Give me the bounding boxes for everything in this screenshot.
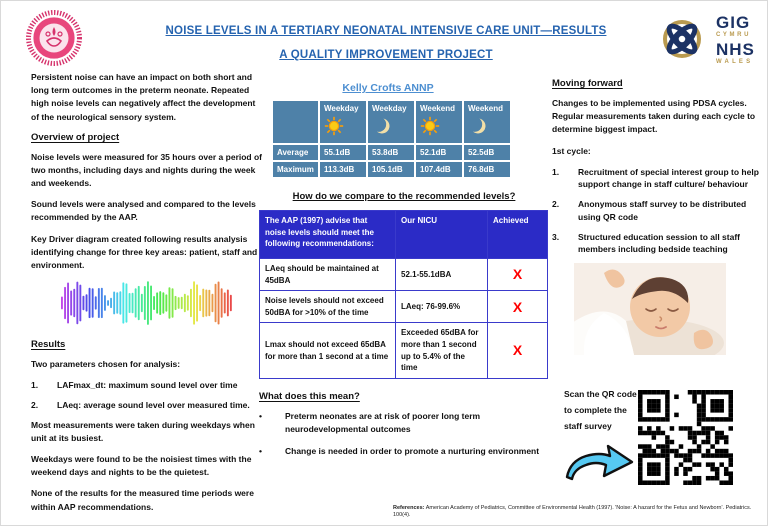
soundwave-image <box>31 280 262 331</box>
results-paragraph-2: Most measurements were taken during weekdays when unit at its busiest. <box>31 419 255 443</box>
celtic-knot-icon <box>654 10 710 68</box>
cycle-list-item <box>552 166 766 192</box>
results-heading: Results <box>31 339 66 351</box>
list-text: LAFmax_dt: maximum sound level over time <box>57 380 238 391</box>
right-column <box>552 74 766 490</box>
nhs-nhs-text: NHS <box>716 39 755 59</box>
header-our-nicu: Our NICU <box>396 211 488 259</box>
sun-icon <box>324 116 362 138</box>
table-row-maximum <box>272 161 511 178</box>
header-recommendations: The AAP (1997) advise that noise levels should meet the following recommendations: <box>260 211 396 259</box>
nicu-cell: Exceeded 65dBA for more than 1 second up to 5.4% of the time <box>396 323 488 378</box>
list-number: 2. <box>31 399 39 410</box>
comparison-heading: How do we compare to the recommended levels? <box>292 191 516 202</box>
meaning-bullet <box>259 410 549 436</box>
rainbow-waveform-icon <box>61 280 233 326</box>
overview-heading: Overview of project <box>31 131 120 143</box>
header-achieved: Achieved <box>488 211 548 259</box>
col-label: Weekday <box>324 104 359 113</box>
poster-title <box>131 25 641 61</box>
recommendation-cell: Lmax should not exceed 65dBA for more than 1 second at a time <box>260 323 396 378</box>
cycle-list-item <box>552 198 766 224</box>
cell: 76.8dB <box>463 161 511 178</box>
qr-caption: Scan the QR code to complete the staff survey <box>564 389 637 432</box>
overview-paragraph-2: Sound levels were analysed and compared to the levels recommended by the AAP. <box>31 199 256 223</box>
references-label: References: <box>393 505 425 511</box>
cycle-list-item <box>552 231 766 257</box>
bullet-icon <box>259 445 285 458</box>
achieved-x-mark: X <box>488 259 548 291</box>
list-number: 3. <box>552 231 560 242</box>
references <box>393 505 763 519</box>
nhs-wales-logo <box>654 10 755 68</box>
nhs-logo-text <box>716 14 755 65</box>
achieved-x-mark: X <box>488 291 548 323</box>
cell: 107.4dB <box>415 161 463 178</box>
nicu-cell: LAeq: 76-99.6% <box>396 291 488 323</box>
moon-icon <box>372 116 410 138</box>
overview-paragraph-3: Key Driver diagram created following results analysis identifying change for three key areas: patient, staff and environment. <box>31 233 258 270</box>
results-paragraph-4: None of the results for the measured time periods were within AAP recommendations. <box>31 488 254 512</box>
cell: 53.8dB <box>367 144 415 161</box>
col-label: Weekend <box>468 104 503 113</box>
col-weekday-night <box>367 100 415 144</box>
noise-levels-table <box>271 99 512 179</box>
baby-photo <box>574 263 766 360</box>
references-text: American Academy of Pediatrics, Committee of Environmental Health (1997). 'Noise: A hazard for the Fetus and Newborn'. Pediatrics. 100(4). <box>393 505 752 519</box>
empty-corner-cell <box>272 100 319 144</box>
left-column <box>31 71 262 522</box>
intro-paragraph: Persistent noise can have an impact on both short and long term outcomes in the preterm neonate. Repeated high noise levels can negatively affect the development of the neurological sensory system. <box>31 72 256 122</box>
nna-scholar-badge-logo <box>25 9 83 72</box>
results-list-item <box>31 399 262 412</box>
staff-survey-qr-code <box>638 390 733 490</box>
list-text: Recruitment of special interest group to help support change in staff culture/ behaviour <box>578 166 759 190</box>
results-paragraph-3: Weekdays were found to be the noisiest times with the weekend days and nights to be the quietest. <box>31 454 252 478</box>
table-header-row <box>272 100 511 144</box>
recommendation-cell: Noise levels should not exceed 50dBA for >10% of the time <box>260 291 396 323</box>
results-list-item <box>31 379 262 392</box>
middle-column <box>259 99 549 467</box>
cell: 55.1dB <box>319 144 367 161</box>
nhs-gig-text: GIG <box>716 12 751 32</box>
col-label: Weekend <box>420 104 455 113</box>
moon-icon <box>468 116 506 138</box>
title-line-1: NOISE LEVELS IN A TERTIARY NEONATAL INTENSIVE CARE UNIT—RESULTS <box>165 25 607 37</box>
list-text: LAeq: average sound level over measured time. <box>57 399 250 410</box>
bullet-text: Preterm neonates are at risk of poorer long term neurodevelopmental outcomes <box>285 410 481 434</box>
nicu-cell: 52.1-55.1dBA <box>396 259 488 291</box>
comparison-row <box>260 259 548 291</box>
row-label: Average <box>272 144 319 161</box>
col-label: Weekday <box>372 104 407 113</box>
list-number: 1. <box>31 380 39 391</box>
cell: 105.1dB <box>367 161 415 178</box>
first-cycle-label: 1st cycle: <box>552 145 591 156</box>
title-line-2: A QUALITY IMPROVEMENT PROJECT <box>279 49 493 61</box>
overview-paragraph-1: Noise levels were measured for 35 hours over a period of two months, including days and nights during the week and weekends. <box>31 151 263 189</box>
bullet-icon <box>259 410 285 436</box>
cell: 52.5dB <box>463 144 511 161</box>
results-paragraph-1: Two parameters chosen for analysis: <box>31 359 181 370</box>
achieved-x-mark: X <box>488 323 548 378</box>
meaning-bullet <box>259 445 549 458</box>
qr-section <box>552 386 766 490</box>
moving-forward-paragraph: Changes to be implemented using PDSA cycles. Regular measurements taken during each cycle to determine biggest impact. <box>552 98 756 135</box>
qr-caption-column <box>552 386 638 490</box>
cell: 52.1dB <box>415 144 463 161</box>
sleeping-baby-image <box>574 263 726 355</box>
list-text: Anonymous staff survey to be distributed using QR code <box>578 199 747 222</box>
nhs-wales-text: WALES <box>716 58 754 65</box>
author-link[interactable]: Kelly Crofts ANNP <box>342 82 434 94</box>
meaning-section <box>259 391 549 459</box>
moving-forward-heading: Moving forward <box>552 78 623 89</box>
col-weekday-day <box>319 100 367 144</box>
col-weekend-night <box>463 100 511 144</box>
comparison-row <box>260 291 548 323</box>
list-number: 2. <box>552 199 560 210</box>
comparison-table <box>259 210 548 379</box>
table-row-average <box>272 144 511 161</box>
nhs-cymru-text: CYMRU <box>716 31 751 38</box>
comparison-row <box>260 323 548 378</box>
cell: 113.3dB <box>319 161 367 178</box>
list-number: 1. <box>552 166 560 177</box>
sun-icon <box>420 116 458 138</box>
comparison-header-row <box>260 211 548 259</box>
badge-icon <box>25 9 83 67</box>
recommendation-cell: LAeq should be maintained at 45dBA <box>260 259 396 291</box>
col-weekend-day <box>415 100 463 144</box>
qr-code-image <box>638 390 733 485</box>
list-text: Structured education session to all staff members including bedside teaching <box>578 231 741 255</box>
bullet-text: Change is needed in order to promote a nurturing environment <box>285 446 540 457</box>
curved-right-arrow-icon <box>564 441 638 486</box>
row-label: Maximum <box>272 161 319 178</box>
meaning-heading: What does this mean? <box>259 390 360 402</box>
